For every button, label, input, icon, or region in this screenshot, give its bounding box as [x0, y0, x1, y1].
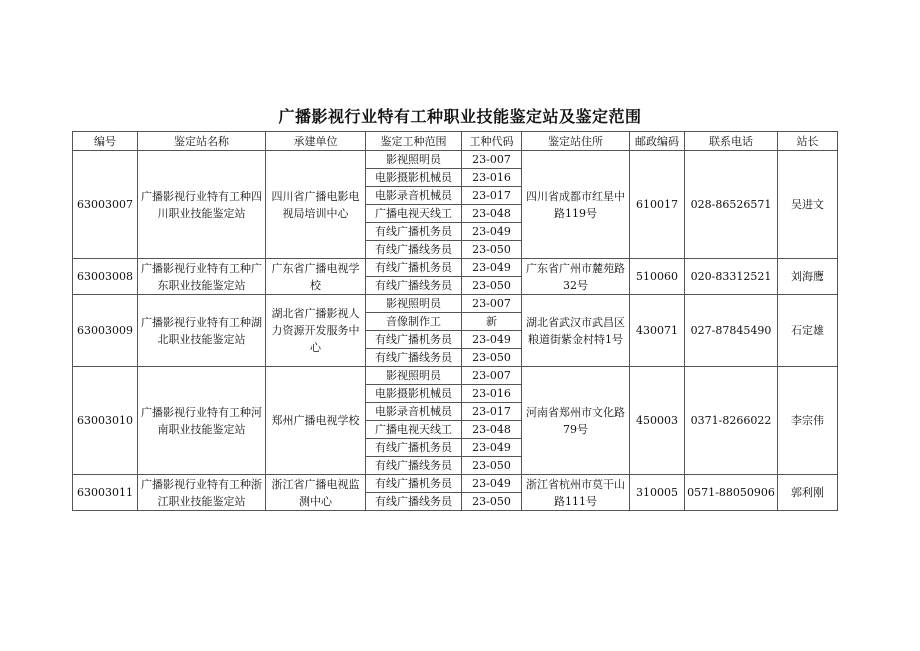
address: 河南省郑州市文化路79号 — [522, 367, 630, 475]
phone: 0571-88050906 — [685, 475, 778, 511]
postcode: 310005 — [630, 475, 685, 511]
phone: 0371-8266022 — [685, 367, 778, 475]
job-name: 广播电视天线工 — [366, 421, 462, 439]
postcode: 450003 — [630, 367, 685, 475]
phone: 028-86526571 — [685, 151, 778, 259]
job-code: 23-049 — [462, 439, 522, 457]
address: 浙江省杭州市莫干山路111号 — [522, 475, 630, 511]
job-code: 23-050 — [462, 241, 522, 259]
job-code: 23-050 — [462, 277, 522, 295]
address: 湖北省武汉市武昌区粮道街紫金村特1号 — [522, 295, 630, 367]
header-job-code: 工种代码 — [462, 132, 522, 151]
header-postcode: 邮政编码 — [630, 132, 685, 151]
job-code: 23-017 — [462, 403, 522, 421]
postcode: 510060 — [630, 259, 685, 295]
station-name: 广播影视行业特有工种广东职业技能鉴定站 — [138, 259, 266, 295]
job-name: 有线广播机务员 — [366, 475, 462, 493]
job-name: 影视照明员 — [366, 151, 462, 169]
job-name: 有线广播机务员 — [366, 439, 462, 457]
postcode: 610017 — [630, 151, 685, 259]
header-builder: 承建单位 — [266, 132, 366, 151]
address: 广东省广州市麓苑路32号 — [522, 259, 630, 295]
station-name: 广播影视行业特有工种湖北职业技能鉴定站 — [138, 295, 266, 367]
station-name: 广播影视行业特有工种四川职业技能鉴定站 — [138, 151, 266, 259]
header-job-scope: 鉴定工种范围 — [366, 132, 462, 151]
document-title: 广播影视行业特有工种职业技能鉴定站及鉴定范围 — [278, 107, 642, 126]
job-name: 电影录音机械员 — [366, 403, 462, 421]
job-code: 23-050 — [462, 457, 522, 475]
postcode: 430071 — [630, 295, 685, 367]
station-head: 刘海鹰 — [778, 259, 838, 295]
job-name: 广播电视天线工 — [366, 205, 462, 223]
job-name: 有线广播机务员 — [366, 223, 462, 241]
job-name: 有线广播线务员 — [366, 241, 462, 259]
header-row — [73, 132, 838, 151]
phone: 027-87845490 — [685, 295, 778, 367]
job-code: 23-048 — [462, 421, 522, 439]
header-phone: 联系电话 — [685, 132, 778, 151]
job-name: 电影录音机械员 — [366, 187, 462, 205]
table-row — [73, 295, 838, 313]
station-id: 63003007 — [73, 151, 138, 259]
job-name: 有线广播线务员 — [366, 349, 462, 367]
job-name: 有线广播机务员 — [366, 331, 462, 349]
builder: 郑州广播电视学校 — [266, 367, 366, 475]
header-name: 鉴定站名称 — [138, 132, 266, 151]
job-name: 有线广播线务员 — [366, 277, 462, 295]
phone: 020-83312521 — [685, 259, 778, 295]
station-id: 63003009 — [73, 295, 138, 367]
job-code: 23-049 — [462, 475, 522, 493]
station-head: 李宗伟 — [778, 367, 838, 475]
table-row — [73, 151, 838, 169]
station-head: 吴进文 — [778, 151, 838, 259]
header-address: 鉴定站住所 — [522, 132, 630, 151]
builder: 广东省广播电视学校 — [266, 259, 366, 295]
builder: 浙江省广播电视监测中心 — [266, 475, 366, 511]
job-code: 23-049 — [462, 259, 522, 277]
job-code: 23-016 — [462, 385, 522, 403]
header-head: 站长 — [778, 132, 838, 151]
job-code: 新 — [462, 313, 522, 331]
station-table — [72, 131, 838, 511]
station-id: 63003008 — [73, 259, 138, 295]
station-head: 石定雄 — [778, 295, 838, 367]
table-row — [73, 475, 838, 493]
job-code: 23-007 — [462, 151, 522, 169]
header-id: 编号 — [73, 132, 138, 151]
builder: 湖北省广播影视人力资源开发服务中心 — [266, 295, 366, 367]
job-name: 音像制作工 — [366, 313, 462, 331]
job-code: 23-049 — [462, 223, 522, 241]
job-name: 影视照明员 — [366, 295, 462, 313]
station-id: 63003010 — [73, 367, 138, 475]
job-code: 23-049 — [462, 331, 522, 349]
job-name: 影视照明员 — [366, 367, 462, 385]
job-name: 电影摄影机械员 — [366, 385, 462, 403]
station-name: 广播影视行业特有工种浙江职业技能鉴定站 — [138, 475, 266, 511]
job-name: 电影摄影机械员 — [366, 169, 462, 187]
station-name: 广播影视行业特有工种河南职业技能鉴定站 — [138, 367, 266, 475]
address: 四川省成都市红星中路119号 — [522, 151, 630, 259]
job-code: 23-017 — [462, 187, 522, 205]
station-head: 郭利刚 — [778, 475, 838, 511]
table-row — [73, 259, 838, 277]
job-code: 23-016 — [462, 169, 522, 187]
job-code: 23-050 — [462, 349, 522, 367]
job-code: 23-048 — [462, 205, 522, 223]
job-name: 有线广播线务员 — [366, 457, 462, 475]
job-name: 有线广播线务员 — [366, 493, 462, 511]
job-code: 23-007 — [462, 367, 522, 385]
job-name: 有线广播机务员 — [366, 259, 462, 277]
job-code: 23-050 — [462, 493, 522, 511]
station-id: 63003011 — [73, 475, 138, 511]
builder: 四川省广播电影电视局培训中心 — [266, 151, 366, 259]
job-code: 23-007 — [462, 295, 522, 313]
table-row — [73, 367, 838, 385]
